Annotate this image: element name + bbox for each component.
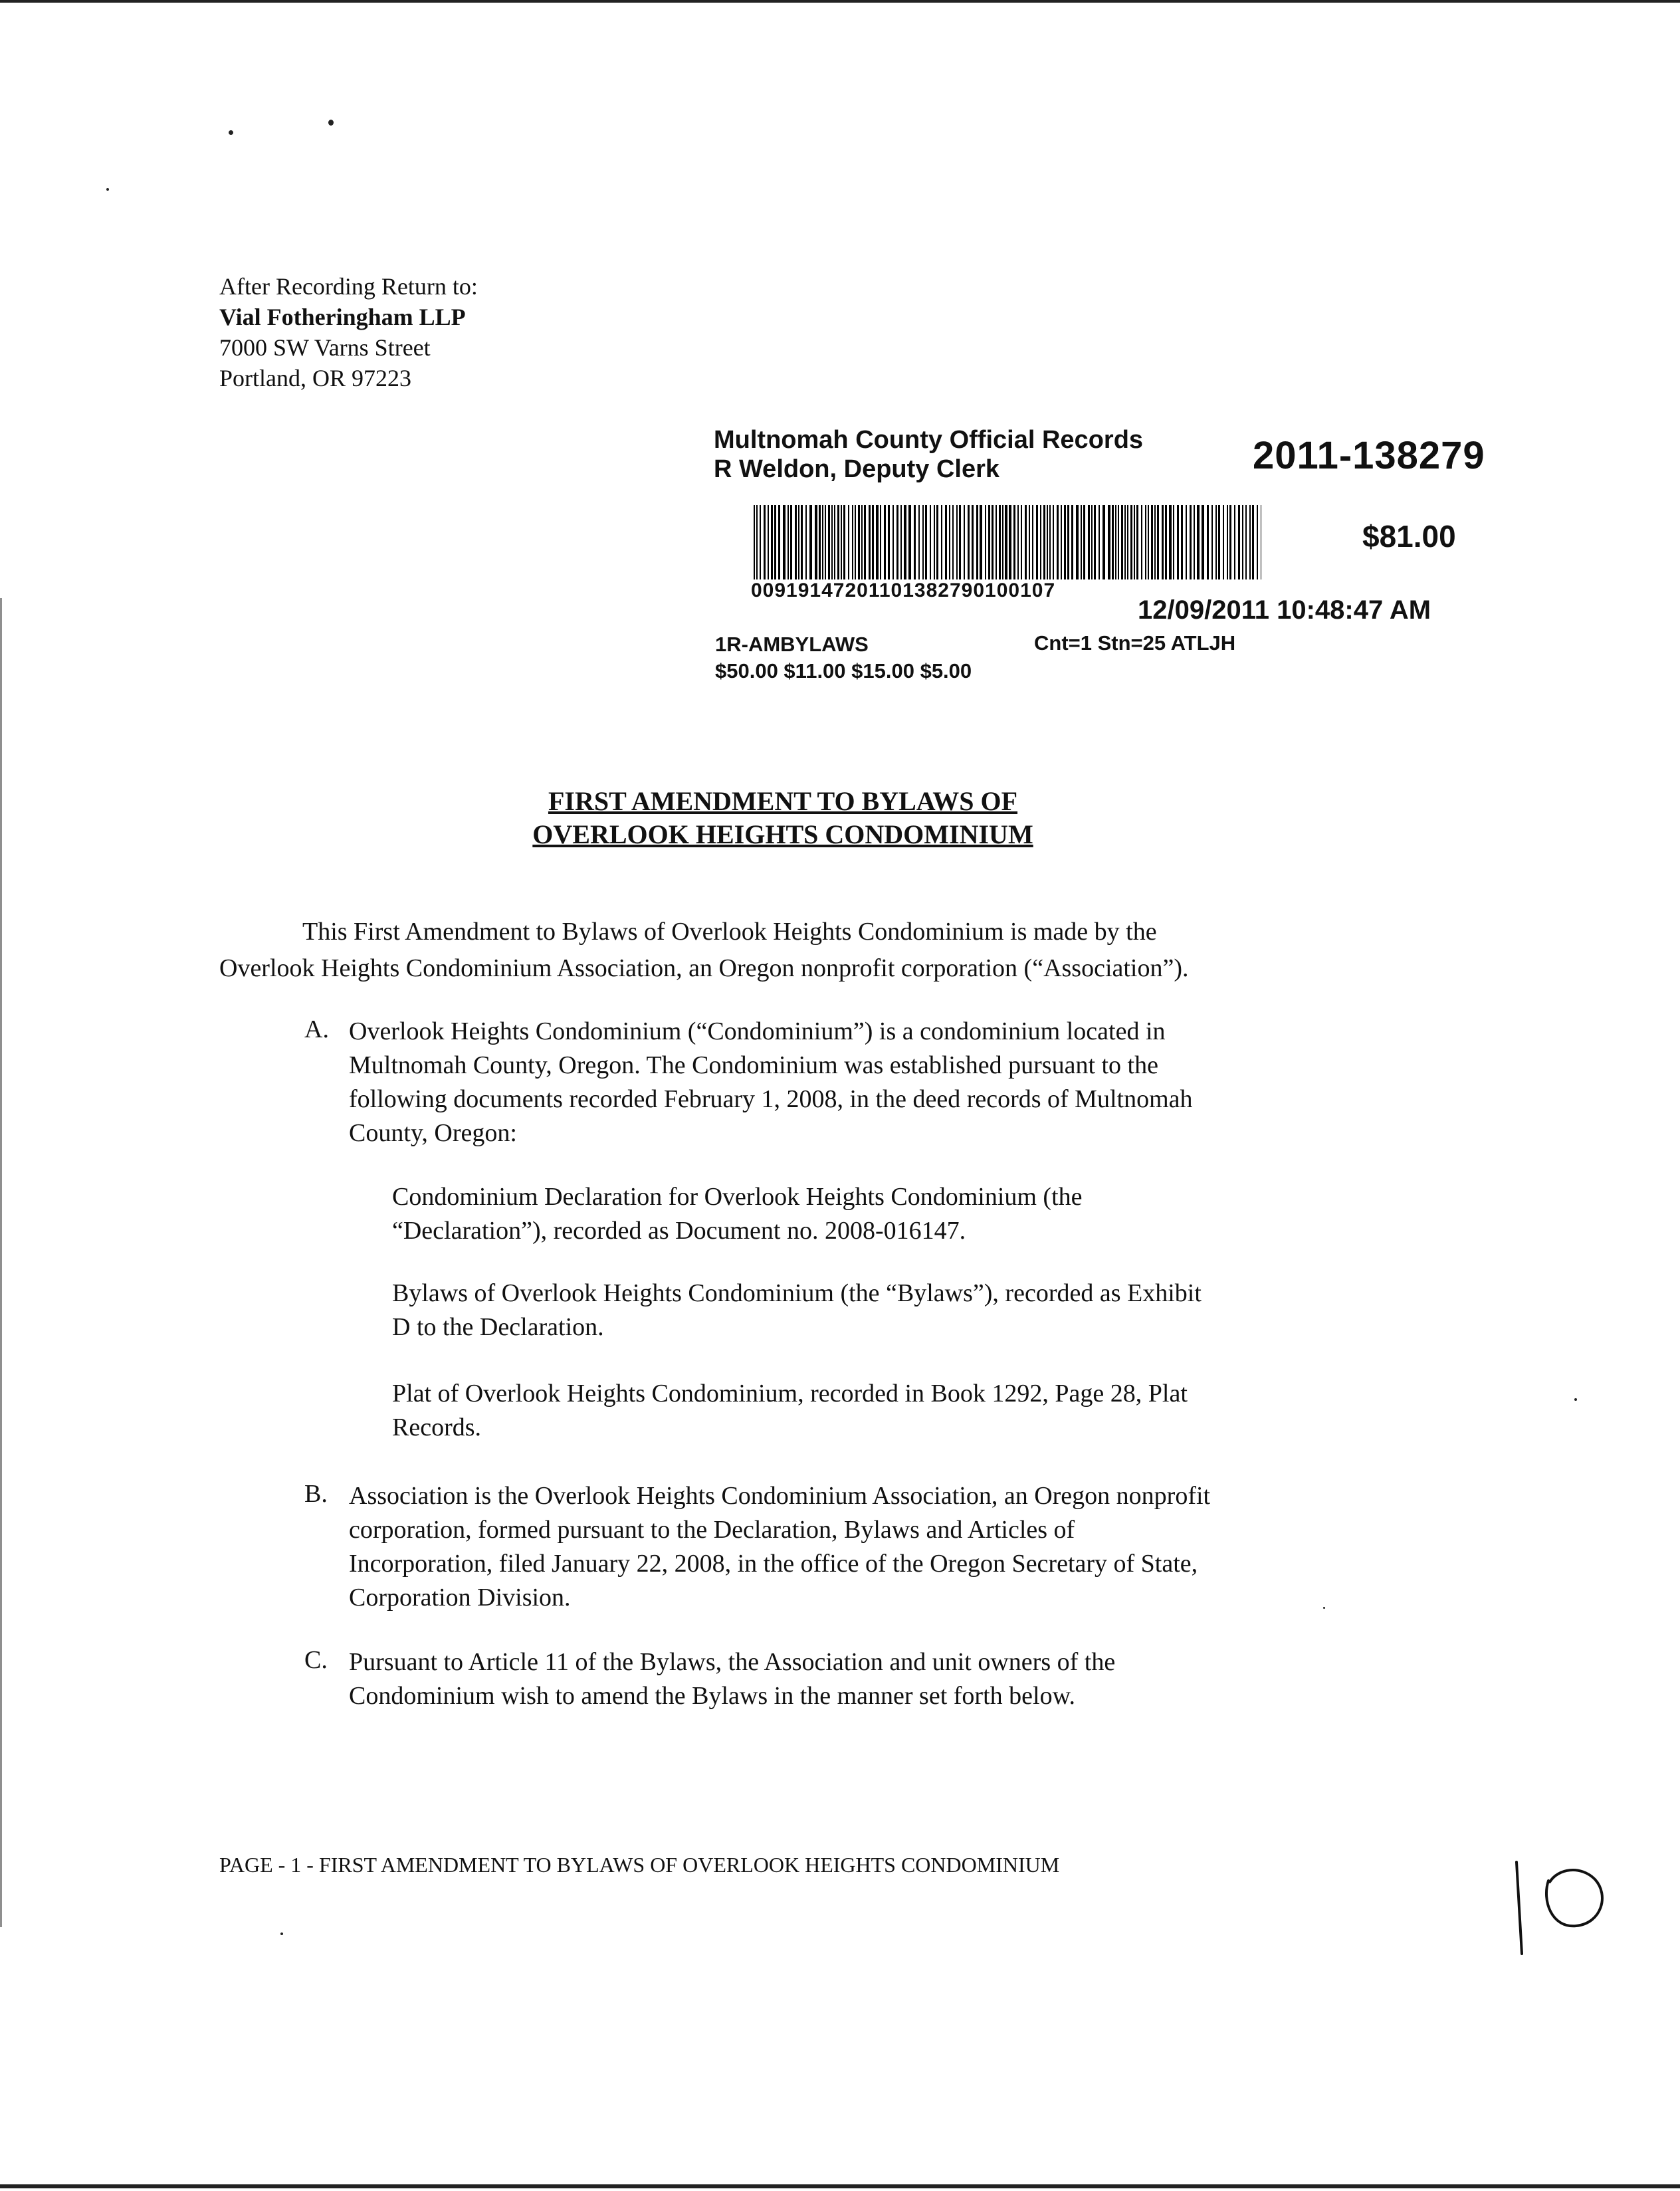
barcode-bar	[1145, 505, 1146, 579]
barcode-bar	[1067, 505, 1069, 579]
barcode-bar	[790, 505, 792, 579]
barcode-bar	[756, 505, 758, 579]
barcode-bar	[828, 505, 830, 579]
barcode-bar	[1234, 505, 1235, 579]
barcode-bar	[964, 505, 965, 579]
barcode-bar	[1049, 505, 1051, 579]
handwritten-page-number	[1502, 1854, 1622, 1960]
barcode-bar	[972, 505, 974, 579]
recital-line: Overlook Heights Condominium (“Condominium”) is a condominium located in	[349, 1017, 1166, 1045]
barcode-bar	[956, 505, 958, 579]
barcode-bar	[1108, 505, 1110, 579]
barcode-bar	[825, 505, 826, 579]
barcode-bar	[1083, 505, 1085, 579]
barcode-bar	[1005, 505, 1007, 579]
barcode-bar	[1151, 505, 1153, 579]
recording-office: Multnomah County Official Records	[714, 426, 1144, 454]
barcode-bar	[1088, 505, 1090, 579]
barcode-bar	[980, 505, 982, 579]
barcode-bar	[768, 505, 769, 579]
barcode-bar	[918, 505, 920, 579]
barcode-bar	[884, 505, 886, 579]
barcode-bar	[1154, 505, 1156, 579]
barcode-bar	[1118, 505, 1119, 579]
barcode-bar	[914, 505, 916, 579]
barcode-bar	[934, 505, 935, 579]
barcode-bar	[822, 505, 823, 579]
subitem-line: Records.	[392, 1413, 482, 1441]
barcode-bar	[764, 505, 766, 579]
barcode-bar	[1094, 505, 1096, 579]
barcode-bar	[1076, 505, 1079, 579]
barcode-bar	[788, 505, 789, 579]
barcode-bar	[904, 505, 906, 579]
barcode-bar	[861, 505, 863, 579]
barcode-bar	[952, 505, 954, 579]
recital-line: following documents recorded February 1, 2008, in the deed records of Multnomah	[349, 1085, 1193, 1113]
intro-line-2: Overlook Heights Condominium Association, an Oregon nonprofit corporation (“Association”).	[219, 954, 1189, 982]
barcode-bar	[815, 505, 817, 579]
barcode-bar	[774, 505, 776, 579]
subitem-line: Plat of Overlook Heights Condominium, recorded in Book 1292, Page 28, Plat	[392, 1380, 1188, 1408]
barcode-bar	[858, 505, 860, 579]
barcode-bar	[1177, 505, 1179, 579]
barcode-bar	[1081, 505, 1082, 579]
recital-line: Pursuant to Article 11 of the Bylaws, the Association and unit owners of the	[349, 1648, 1116, 1676]
barcode-bar	[988, 505, 990, 579]
scan-bottom-border	[0, 2184, 1680, 2188]
barcode-bar	[805, 505, 807, 579]
recital-line: corporation, formed pursuant to the Declaration, Bylaws and Articles of	[349, 1516, 1075, 1544]
document-title-line-2: OVERLOOK HEIGHTS CONDOMINIUM	[532, 819, 1033, 849]
barcode-bar	[1102, 505, 1105, 579]
barcode-bar	[908, 505, 911, 579]
barcode-bar	[1252, 505, 1254, 579]
barcode-bar	[1162, 505, 1164, 579]
barcode-number: 00919147201101382790100107	[751, 579, 1056, 601]
barcode-bar	[930, 505, 931, 579]
return-address-block	[219, 271, 478, 393]
barcode-bar	[1211, 505, 1213, 579]
barcode-bar	[1157, 505, 1159, 579]
barcode-bar	[996, 505, 997, 579]
barcode-bar	[1181, 505, 1183, 579]
barcode-bar	[985, 505, 986, 579]
barcode-bar	[992, 505, 994, 579]
barcode-bar	[1029, 505, 1030, 579]
barcode-bar	[945, 505, 947, 579]
barcode-bar	[1036, 505, 1038, 579]
barcode-bar	[1169, 505, 1172, 579]
barcode-bar	[1218, 505, 1220, 579]
barcode-bar	[1091, 505, 1093, 579]
barcode-bar	[801, 505, 803, 579]
barcode-bar	[936, 505, 938, 579]
barcode-bar	[1249, 505, 1251, 579]
barcode-bar	[1099, 505, 1100, 579]
barcode	[752, 505, 1264, 579]
barcode-bar	[1141, 505, 1142, 579]
handwritten-stroke	[1517, 1862, 1522, 1954]
scan-speck	[280, 1932, 283, 1935]
barcode-bar	[1257, 505, 1258, 579]
barcode-bar	[1013, 505, 1015, 579]
barcode-bar	[754, 505, 755, 579]
barcode-bar	[999, 505, 1001, 579]
recital-label-c: C.	[304, 1646, 328, 1674]
page-footer: PAGE - 1 - FIRST AMENDMENT TO BYLAWS OF OVERLOOK HEIGHTS CONDOMINIUM	[219, 1853, 1060, 1877]
handwritten-stroke	[1546, 1870, 1602, 1926]
barcode-bar	[864, 505, 866, 579]
barcode-bar	[872, 505, 874, 579]
barcode-bar	[976, 505, 978, 579]
barcode-bar	[819, 505, 821, 579]
subitem-line: Bylaws of Overlook Heights Condominium (the “Bylaws”), recorded as Exhibit	[392, 1279, 1202, 1307]
barcode-bar	[1130, 505, 1132, 579]
barcode-bar	[1173, 505, 1174, 579]
document-title-line-1: FIRST AMENDMENT TO BYLAWS OF	[548, 786, 1018, 816]
subitem-line: D to the Declaration.	[392, 1313, 604, 1341]
recording-fee-total: $81.00	[1362, 519, 1456, 554]
barcode-bar	[1032, 505, 1033, 579]
barcode-bar	[1021, 505, 1022, 579]
barcode-bar	[949, 505, 950, 579]
barcode-bar	[1165, 505, 1167, 579]
recording-office-header	[714, 425, 1143, 484]
recording-code-block	[715, 631, 972, 684]
recording-clerk: R Weldon, Deputy Clerk	[714, 455, 1000, 483]
recital-line: Condominium wish to amend the Bylaws in the manner set forth below.	[349, 1682, 1076, 1710]
barcode-bar	[876, 505, 879, 579]
barcode-bar	[1134, 505, 1135, 579]
barcode-bar	[959, 505, 961, 579]
scan-speck	[1574, 1398, 1577, 1401]
barcode-bar	[1202, 505, 1204, 579]
barcode-bar	[848, 505, 849, 579]
barcode-bar	[852, 505, 853, 579]
barcode-bar	[834, 505, 835, 579]
recital-c-text	[349, 1645, 1115, 1713]
barcode-bar	[795, 505, 797, 579]
scan-speck	[1323, 1607, 1325, 1609]
barcode-bar	[778, 505, 780, 579]
recital-line: Multnomah County, Oregon. The Condominium was established pursuant to the	[349, 1051, 1158, 1079]
subitem-line: “Declaration”), recorded as Document no. 2008-016147.	[392, 1217, 966, 1245]
recital-b-text	[349, 1479, 1210, 1615]
recital-line: County, Oregon:	[349, 1119, 517, 1147]
barcode-bar	[1207, 505, 1209, 579]
referenced-document-bylaws	[392, 1277, 1202, 1344]
barcode-bar	[1238, 505, 1240, 579]
document-number: 2011-138279	[1253, 434, 1485, 477]
barcode-bar	[1229, 505, 1231, 579]
intro-line-1: This First Amendment to Bylaws of Overlook Heights Condominium is made by the	[302, 918, 1157, 946]
barcode-bar	[1043, 505, 1045, 579]
recording-counts: Cnt=1 Stn=25 ATLJH	[1034, 631, 1236, 655]
barcode-bar	[1215, 505, 1217, 579]
barcode-bar	[892, 505, 894, 579]
barcode-bar	[941, 505, 942, 579]
barcode-bar	[1061, 505, 1062, 579]
barcode-bar	[1112, 505, 1114, 579]
barcode-bar	[831, 505, 833, 579]
barcode-bar	[1190, 505, 1192, 579]
barcode-bar	[869, 505, 871, 579]
barcode-bar	[1057, 505, 1059, 579]
barcode-bar	[888, 505, 890, 579]
barcode-bar	[1025, 505, 1027, 579]
barcode-bar	[855, 505, 856, 579]
barcode-bar	[841, 505, 842, 579]
recital-line: Incorporation, filed January 22, 2008, in the office of the Oregon Secretary of State,	[349, 1550, 1198, 1578]
barcode-bar	[1245, 505, 1247, 579]
barcode-bar	[1242, 505, 1243, 579]
subitem-line: Condominium Declaration for Overlook Heights Condominium (the	[392, 1183, 1083, 1211]
return-city: Portland, OR 97223	[219, 365, 412, 391]
recording-doc-type: 1R-AMBYLAWS	[715, 633, 869, 656]
barcode-bar	[1064, 505, 1066, 579]
barcode-bar	[1121, 505, 1123, 579]
barcode-bar	[1136, 505, 1138, 579]
barcode-bar	[1194, 505, 1195, 579]
barcode-bar	[1223, 505, 1224, 579]
barcode-bar	[968, 505, 970, 579]
scan-top-border	[0, 0, 1680, 3]
scan-speck	[328, 120, 334, 126]
referenced-document-plat	[392, 1377, 1188, 1445]
barcode-bar	[925, 505, 927, 579]
barcode-bar	[1186, 505, 1187, 579]
barcode-bar	[1040, 505, 1041, 579]
barcode-bar	[922, 505, 924, 579]
barcode-bar	[798, 505, 799, 579]
scan-speck	[106, 188, 109, 191]
scan-speck	[229, 130, 233, 135]
recital-line: Association is the Overlook Heights Condominium Association, an Oregon nonprofit	[349, 1482, 1211, 1510]
return-heading: After Recording Return to:	[219, 273, 478, 300]
recital-label-a: A.	[304, 1015, 329, 1043]
barcode-bar	[1127, 505, 1128, 579]
recital-a-text	[349, 1015, 1193, 1150]
barcode-bar	[1148, 505, 1149, 579]
barcode-bar	[771, 505, 773, 579]
barcode-bar	[783, 505, 786, 579]
recording-fee-breakdown: $50.00 $11.00 $15.00 $5.00	[715, 659, 972, 682]
barcode-bar	[760, 505, 761, 579]
barcode-bar	[809, 505, 812, 579]
barcode-bar	[1002, 505, 1003, 579]
referenced-document-declaration	[392, 1180, 1083, 1248]
barcode-bar	[1071, 505, 1073, 579]
barcode-bar	[1124, 505, 1126, 579]
recital-label-b: B.	[304, 1480, 328, 1508]
barcode-bar	[896, 505, 898, 579]
barcode-bar	[837, 505, 839, 579]
barcode-bar	[1053, 505, 1054, 579]
barcode-bar	[1115, 505, 1116, 579]
barcode-bar	[900, 505, 902, 579]
barcode-bar	[1197, 505, 1200, 579]
barcode-bar	[1047, 505, 1048, 579]
recording-datetime: 12/09/2011 10:48:47 AM	[1138, 595, 1431, 625]
barcode-bar	[1017, 505, 1019, 579]
recital-line: Corporation Division.	[349, 1584, 571, 1612]
barcode-bar	[1009, 505, 1011, 579]
barcode-bar	[843, 505, 845, 579]
barcode-bar	[1227, 505, 1228, 579]
return-firm: Vial Fotheringham LLP	[219, 304, 466, 330]
return-street: 7000 SW Varns Street	[219, 334, 431, 361]
barcode-bar	[880, 505, 881, 579]
